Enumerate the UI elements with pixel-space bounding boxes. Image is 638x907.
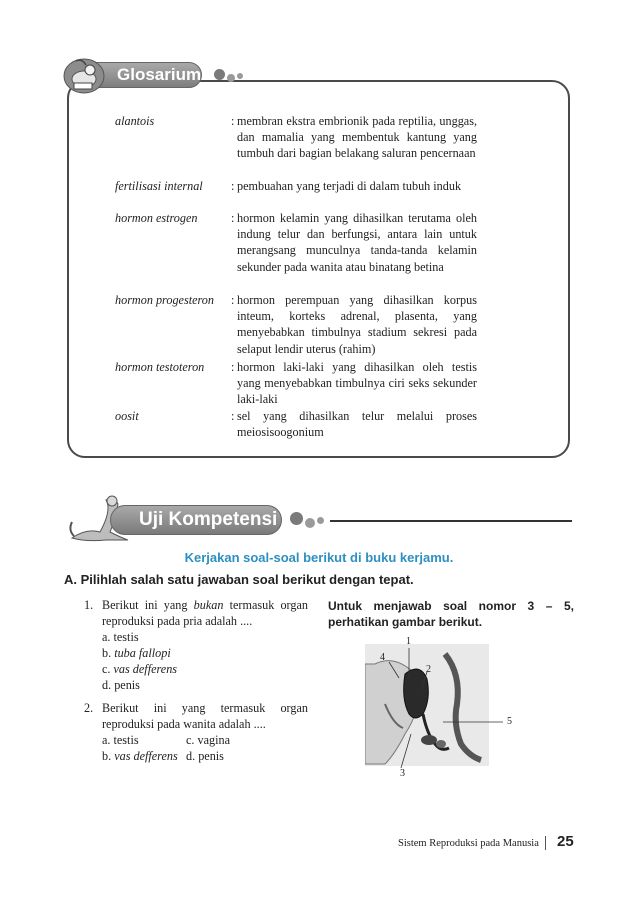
- figure-instruction: Untuk menjawab soal nomor 3 – 5, perhatikan gambar berikut.: [328, 599, 574, 629]
- option-letter: a.: [102, 733, 111, 747]
- page-number: 25: [557, 833, 574, 850]
- glossary-colon: :: [231, 179, 235, 193]
- glossary-colon: :: [231, 211, 235, 225]
- figure-label-1: 1: [406, 636, 411, 647]
- figure-label-4: 4: [380, 652, 385, 663]
- glossary-definition: pembuahan yang terjadi di dalam tubuh induk: [237, 179, 462, 193]
- glossary-term: fertilisasi internal: [115, 179, 203, 193]
- option-text: testis: [113, 630, 139, 644]
- question-text-part: termasuk organ reproduksi pada pria adalah ....: [102, 598, 308, 629]
- glossary-entry: [115, 113, 480, 177]
- glossary-entry: [115, 210, 480, 291]
- option-letter: c.: [186, 733, 195, 747]
- goat-mascot-icon: [62, 55, 106, 95]
- question-number: 2.: [84, 701, 94, 715]
- glossary-colon: :: [231, 114, 235, 128]
- question-text: Berikut ini yang termasuk organ reproduksi pada wanita adalah ....: [102, 701, 308, 732]
- question-1: [84, 597, 310, 693]
- option-text: penis: [114, 678, 140, 692]
- option-letter: d.: [186, 749, 196, 763]
- option-text: tuba fallopi: [114, 646, 171, 660]
- instruction-text: Kerjakan soal-soal berikut di buku kerjamu.: [184, 550, 454, 565]
- dot: [237, 73, 243, 79]
- diagram-leader-lines: [365, 630, 525, 790]
- glossary-entry: [115, 178, 480, 210]
- glossary-entry: [115, 359, 480, 407]
- figure-label-2: 2: [426, 664, 431, 675]
- glossary-term: hormon testoteron: [115, 360, 205, 374]
- glossary-definition: hormon laki-laki yang dihasilkan oleh testis yang menyebabkan timbulnya ciri seks sekunder laki-laki: [237, 360, 477, 407]
- dot: [227, 74, 235, 82]
- glossary-term: hormon progesteron: [115, 293, 214, 307]
- glossary-term: oosit: [115, 409, 139, 423]
- option-a[interactable]: [102, 629, 139, 645]
- uji-kompetensi-title: Uji Kompetensi: [139, 509, 278, 530]
- option-letter: b.: [102, 749, 112, 763]
- option-text: testis: [113, 733, 139, 747]
- option-letter: b.: [102, 646, 112, 660]
- figure-label-5: 5: [507, 716, 512, 727]
- option-c[interactable]: [102, 661, 177, 677]
- question-text-part: Berikut ini yang: [102, 598, 194, 612]
- footer-separator: [545, 836, 546, 850]
- option-letter: a.: [102, 630, 111, 644]
- option-letter: d.: [102, 678, 112, 692]
- option-c[interactable]: [186, 732, 230, 748]
- option-text: penis: [198, 749, 224, 763]
- glossary-definition: hormon kelamin yang dihasilkan terutama oleh indung telur dan berfungsi, antara lain untuk merangsang munculnya tanda-tanda kelamin sekunder pada wanita atau binatang betina: [237, 211, 477, 274]
- option-d[interactable]: [186, 748, 224, 764]
- glossary-colon: :: [231, 360, 235, 374]
- option-text: vagina: [197, 733, 231, 747]
- glossary-colon: :: [231, 293, 235, 307]
- option-b[interactable]: [102, 645, 171, 661]
- footer-chapter-title: Sistem Reproduksi pada Manusia: [398, 838, 539, 849]
- figure-label-3: 3: [400, 768, 405, 779]
- option-text: vas defferens: [114, 749, 178, 763]
- option-letter: c.: [102, 662, 111, 676]
- dot: [305, 518, 315, 528]
- dot: [214, 69, 225, 80]
- decorative-dots: [214, 66, 243, 82]
- question-number: 1.: [84, 598, 94, 612]
- dot: [317, 517, 324, 524]
- option-a[interactable]: [102, 732, 139, 748]
- decorative-dots: [290, 508, 324, 528]
- glossary-title: Glosarium: [117, 65, 202, 84]
- option-text: vas defferens: [113, 662, 178, 676]
- glossary-definition: membran ekstra embrionik pada reptilia, unggas, dan mamalia yang membentuk kantung yang tumbuh dari bagian belakang saluran pencernaan: [237, 114, 477, 161]
- option-b[interactable]: [102, 748, 178, 764]
- dot: [290, 512, 303, 525]
- glossary-colon: :: [231, 409, 235, 423]
- question-2: [84, 700, 310, 766]
- glossary-term: alantois: [115, 114, 155, 128]
- section-rule: [330, 520, 572, 522]
- glossary-term: hormon estrogen: [115, 211, 198, 225]
- glossary-entry: [115, 292, 480, 357]
- glossary-entry: [115, 408, 480, 440]
- section-a-heading: A. Pilihlah salah satu jawaban soal berikut dengan tepat.: [64, 572, 414, 587]
- glossary-definition: sel yang dihasilkan telur melalui proses meiosisoogonium: [237, 409, 477, 440]
- question-text: [102, 597, 308, 630]
- option-d[interactable]: [102, 677, 140, 693]
- question-text-emphasis: bukan: [193, 598, 224, 612]
- glossary-definition: hormon perempuan yang dihasilkan korpus inteum, korteks adrenal, plasenta, yang menyebabkan timbulnya stadium sekresi pada selaput lendir uterus (rahim): [237, 293, 477, 356]
- uji-kompetensi-banner: [110, 505, 282, 535]
